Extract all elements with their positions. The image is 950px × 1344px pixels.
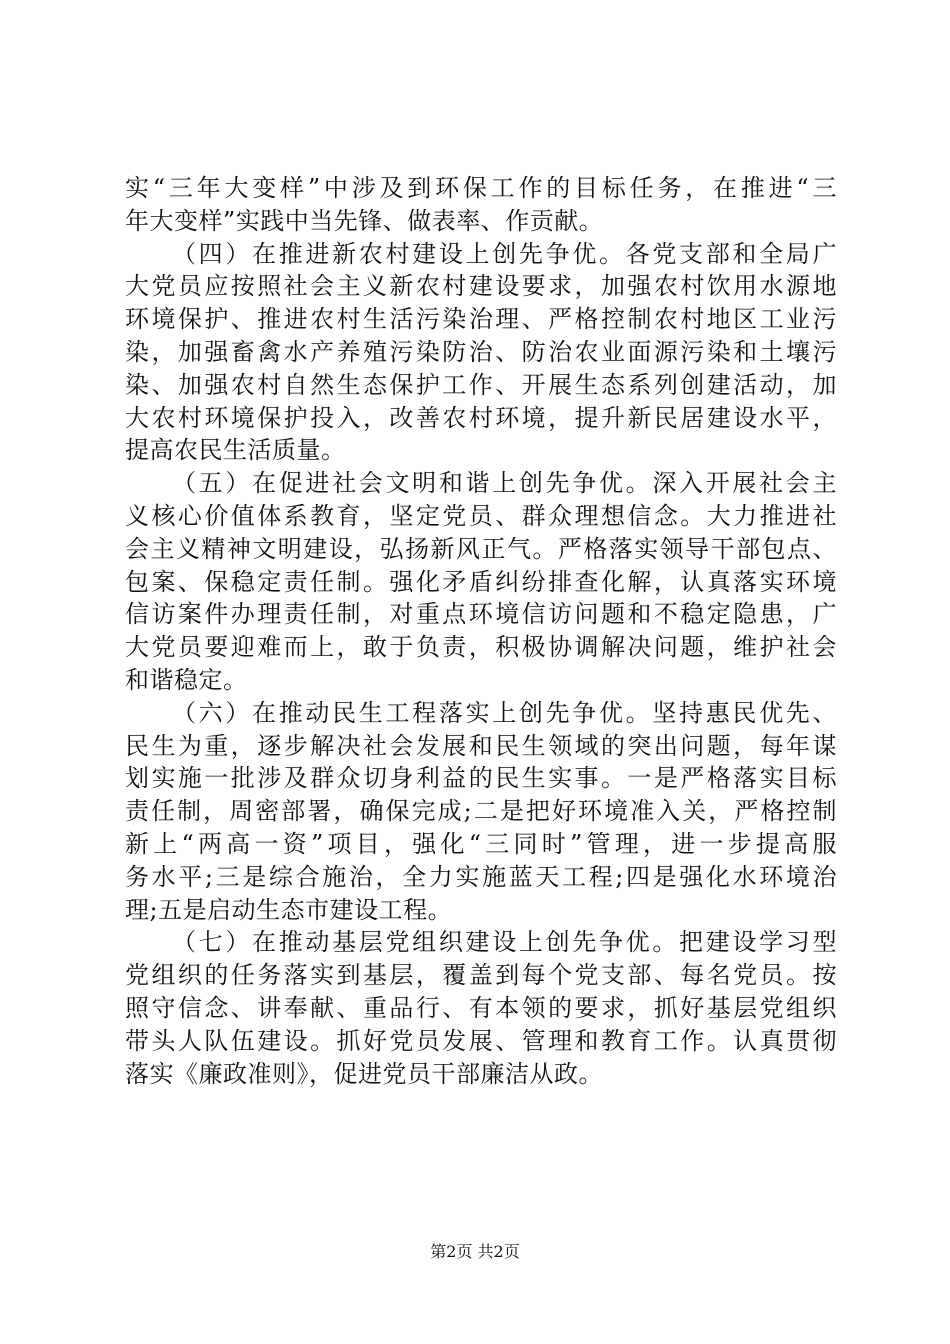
paragraph-heading-line: （四）在推进新农村建设上创先争优。各党支部和全局广 (172, 239, 837, 268)
text-line: 务水平;三是综合施治，全力实施蓝天工程;四是强化水环境治 (125, 862, 837, 891)
text-line: 新上“两高一资”项目，强化“三同时”管理，进一步提高服 (125, 829, 837, 858)
text-line: 染，加强畜禽水产养殖污染防治、防治农业面源污染和土壤污 (125, 337, 837, 366)
text-line: 带头人队伍建设。抓好党员发展、管理和教育工作。认真贯彻 (125, 1026, 837, 1055)
text-line: 理;五是启动生态市建设工程。 (125, 895, 453, 924)
text-line: 划实施一批涉及群众切身利益的民生实事。一是严格落实目标 (125, 764, 837, 793)
text-line: 年大变样”实践中当先锋、做表率、作贡献。 (125, 206, 604, 235)
text-line: 大农村环境保护投入，改善农村环境，提升新民居建设水平， (125, 403, 837, 432)
text-line: 责任制，周密部署，确保完成;二是把好环境准入关，严格控制 (125, 797, 837, 826)
paragraph-heading-line: （七）在推动基层党组织建设上创先争优。把建设学习型 (172, 928, 837, 957)
text-line: 实“三年大变样”中涉及到环保工作的目标任务，在推进“三 (125, 174, 837, 202)
paragraph-heading-line: （六）在推动民生工程落实上创先争优。坚持惠民优先、 (172, 698, 837, 727)
text-line: 民生为重，逐步解决社会发展和民生领域的突出问题，每年谋 (125, 731, 837, 760)
text-line: 环境保护、推进农村生活污染治理、严格控制农村地区工业污 (125, 305, 837, 334)
text-line: 会主义精神文明建设，弘扬新风正气。严格落实领导干部包点、 (125, 534, 837, 563)
text-line: 大党员要迎难而上，敢于负责，积极协调解决问题，维护社会 (125, 633, 837, 662)
text-line: 染、加强农村自然生态保护工作、开展生态系列创建活动，加 (125, 370, 837, 399)
paragraph-heading-line: （五）在促进社会文明和谐上创先争优。深入开展社会主 (172, 469, 837, 498)
text-line: 大党员应按照社会主义新农村建设要求，加强农村饮用水源地 (125, 272, 837, 301)
page-number: 第2页 共2页 (430, 1242, 520, 1261)
text-line: 义核心价值体系教育，坚定党员、群众理想信念。大力推进社 (125, 501, 837, 530)
text-line: 信访案件办理责任制，对重点环境信访问题和不稳定隐患，广 (125, 600, 837, 629)
text-line: 党组织的任务落实到基层，覆盖到每个党支部、每名党员。按 (125, 961, 837, 990)
text-line: 提高农民生活质量。 (125, 436, 346, 465)
document-body (125, 172, 837, 1090)
page-footer (0, 1242, 950, 1262)
text-line: 和谐稳定。 (125, 665, 248, 694)
text-line: 包案、保稳定责任制。强化矛盾纠纷排查化解，认真落实环境 (125, 567, 837, 596)
text-line: 落实《廉政准则》，促进党员干部廉洁从政。 (125, 1059, 603, 1088)
text-line: 照守信念、讲奉献、重品行、有本领的要求，抓好基层党组织 (125, 993, 837, 1022)
